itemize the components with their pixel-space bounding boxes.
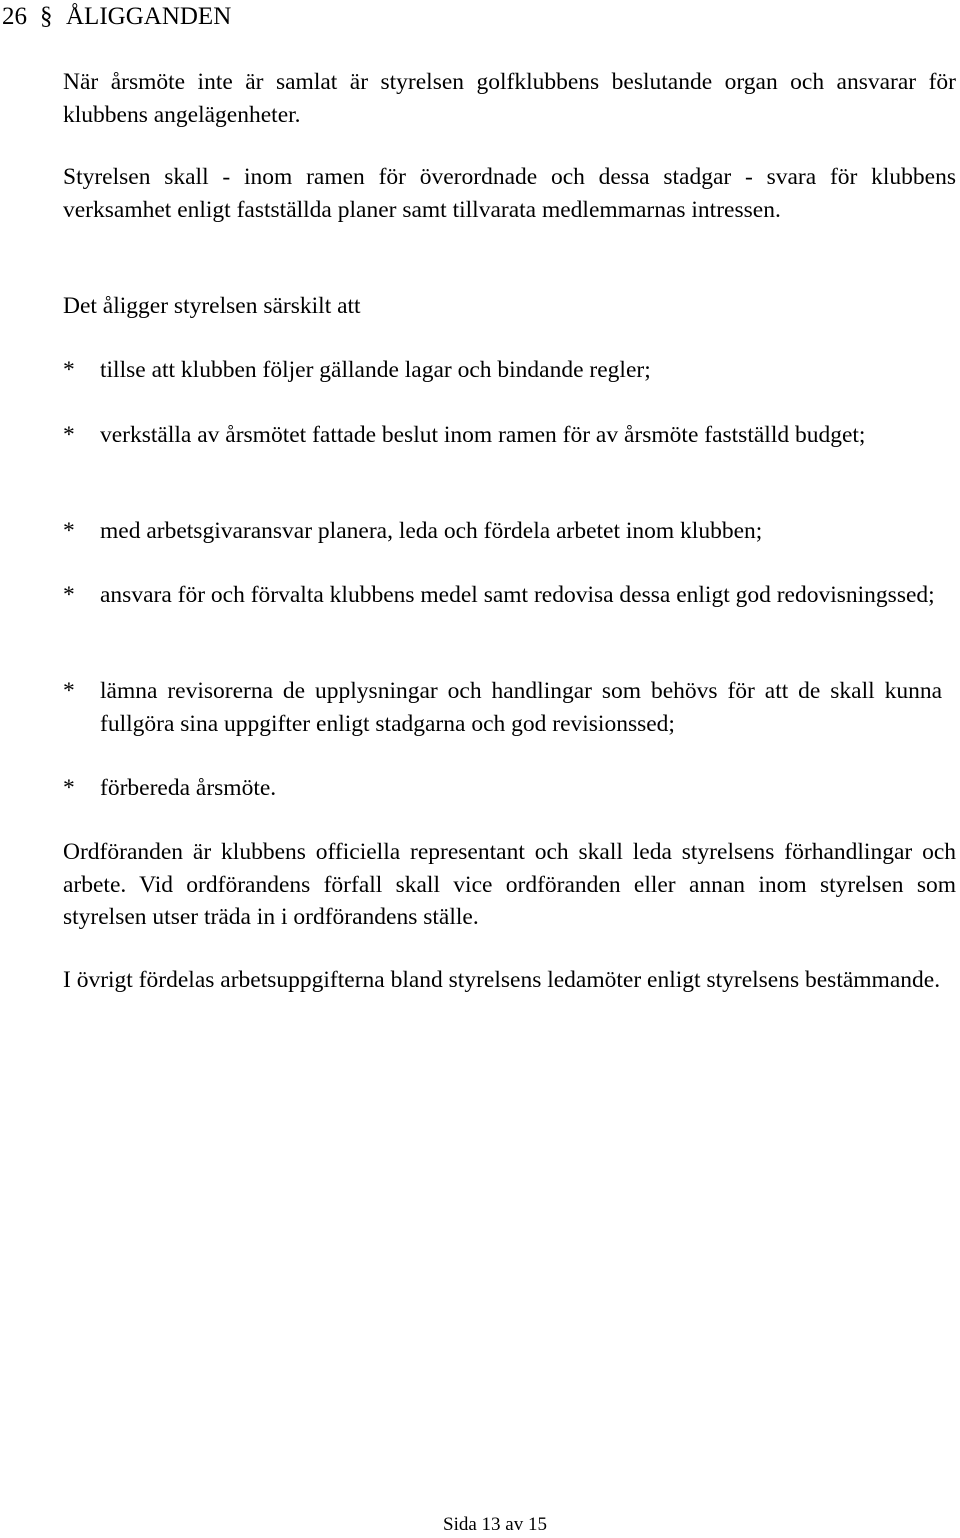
- list-item-text: med arbetsgivaransvar planera, leda och fördela arbetet inom klubben;: [100, 518, 763, 544]
- paragraph-5: I övrigt fördelas arbetsuppgifterna bland styrelsens ledamöter enligt styrelsens bestämmande.: [63, 967, 941, 993]
- bullet-marker: *: [63, 422, 75, 448]
- list-item-text: förbereda årsmöte.: [100, 775, 277, 801]
- paragraph-2: Styrelsen skall - inom ramen för överordnade och dessa stadgar - svara för klubbens verksamhet enligt fastställda planer samt tillvarata medlemmarnas intressen.: [63, 164, 956, 223]
- bullet-marker: *: [63, 678, 75, 704]
- list-item-text: lämna revisorerna de upplysningar och handlingar som behövs för att de skall kunna fullgöra sina uppgifter enligt stadgarna och god revisionssed;: [100, 678, 942, 737]
- bullet-marker: *: [63, 357, 75, 383]
- page-footer: Sida 13 av 15: [443, 1514, 547, 1535]
- list-item: [63, 675, 956, 740]
- section-title: ÅLIGGANDEN: [66, 3, 232, 30]
- list-item-text: verkställa av årsmötet fattade beslut inom ramen för av årsmöte fastställd budget;: [100, 422, 866, 448]
- list-item-text: ansvara för och förvalta klubbens medel samt redovisa dessa enligt god redovisningssed;: [100, 582, 935, 608]
- section-symbol: §: [40, 3, 53, 30]
- list-item: [63, 354, 956, 387]
- paragraph-1: När årsmöte inte är samlat är styrelsen golfklubbens beslutande organ och ansvarar för klubbens angelägenheter.: [63, 69, 956, 128]
- list-item: [63, 515, 956, 548]
- section-number: 26: [2, 3, 27, 30]
- list-item: [63, 579, 956, 612]
- bullet-marker: *: [63, 775, 75, 801]
- section-heading: [2, 2, 231, 32]
- paragraph-3: Det åligger styrelsen särskilt att: [63, 293, 361, 319]
- bullet-marker: *: [63, 518, 75, 544]
- list-item-text: tillse att klubben följer gällande lagar och bindande regler;: [100, 357, 651, 383]
- list-item: [63, 419, 956, 452]
- list-item: [63, 772, 956, 805]
- paragraph-4: Ordföranden är klubbens officiella representant och skall leda styrelsens förhandlingar och arbete. Vid ordförandens förfall skall vice ordföranden eller annan inom styrelsen som styrelsen utser träda in i ordförandens ställe.: [63, 839, 956, 930]
- bullet-marker: *: [63, 582, 75, 608]
